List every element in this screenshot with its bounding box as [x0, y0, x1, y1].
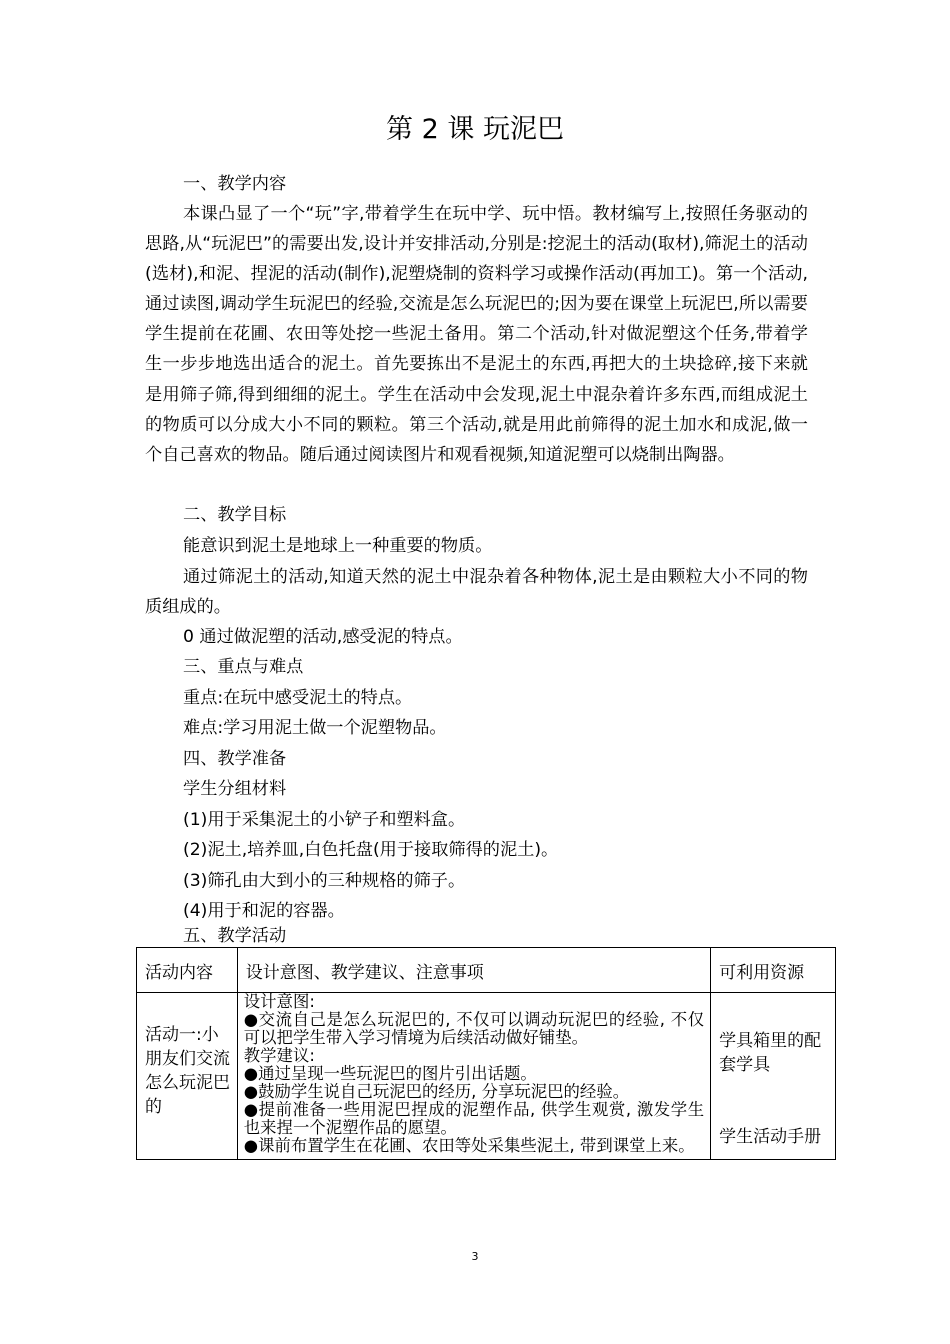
section-heading-preparation: 四、教学准备 — [183, 749, 287, 769]
advice-item: ●课前布置学生在花圃、农田等处采集些泥土, 带到课堂上来。 — [243, 1136, 695, 1155]
design-label: 设计意图: — [243, 992, 315, 1011]
advice-item: ●提前准备一些用泥巴捏成的泥塑作品, 供学生观赏, 激发学生也来捏一个泥塑作品的愿望。 — [243, 1100, 705, 1137]
section-heading-content: 一、教学内容 — [183, 174, 287, 194]
section-body-content: 本课凸显了一个“玩”字,带着学生在玩中学、玩中悟。教材编写上,按照任务驱动的思路,从“玩泥巴”的需要出发,设计并安排活动,分别是:挖泥土的活动(取材),筛泥土的活动(选材),和泥、捏泥的活动(制作),泥塑烧制的资料学习或操作活动(再加工)。第一个活动,通过读图,调动学生玩泥巴的经验,交流是怎么玩泥巴的;因为要在课堂上玩泥巴,所以需要学生提前在花圃、农田等处挖一些泥土备用。第二个活动,针对做泥塑这个任务,带着学生一步步地选出适合的泥土。首先要拣出不是泥土的东西,再把大的土块捻碎,接下来就是用筛子筛,得到细细的泥土。学生在活动中会发现,泥土中混杂着许多东西,而组成泥土的物质可以分成大小不同的颗粒。第三个活动,就是用此前筛得的泥土加水和成泥,做一个自己喜欢的物品。随后通过阅读图片和观看视频,知道泥塑可以烧制出陶器。 — [145, 204, 808, 465]
design-item: ●交流自己是怎么玩泥巴的, 不仅可以调动玩泥巴的经验, 不仅可以把学生带入学习情境为后续活动做好铺垫。 — [243, 1010, 705, 1047]
resource-item: 学具箱里的配套学具 — [719, 1031, 822, 1075]
resources-cell — [711, 993, 836, 1160]
material-4: (4)用于和泥的容器。 — [183, 901, 345, 921]
table-header-row — [137, 948, 836, 993]
activity-cell: 活动一:小朋友们交流怎么玩泥巴的 — [137, 993, 238, 1160]
table-row — [137, 993, 836, 1160]
material-1: (1)用于采集泥土的小铲子和塑料盒。 — [183, 810, 466, 830]
resource-item: 学生活动手册 — [719, 1127, 822, 1147]
page-title: 第 2 课 玩泥巴 — [386, 114, 564, 145]
advice-label: 教学建议: — [243, 1046, 315, 1065]
material-3: (3)筛孔由大到小的三种规格的筛子。 — [183, 871, 466, 891]
header-activity: 活动内容 — [137, 948, 238, 993]
activity-table — [136, 947, 836, 1160]
material-2: (2)泥土,培养皿,白色托盘(用于接取筛得的泥土)。 — [183, 840, 559, 860]
advice-item: ●鼓励学生说自己玩泥巴的经历, 分享玩泥巴的经验。 — [243, 1082, 630, 1101]
page-number: 3 — [471, 1250, 479, 1263]
advice-item: ●通过呈现一些玩泥巴的图片引出话题。 — [243, 1064, 537, 1083]
section-heading-focus: 三、重点与难点 — [183, 657, 304, 677]
goal-3: 0 通过做泥塑的活动,感受泥的特点。 — [183, 627, 463, 647]
difficult-point: 难点:学习用泥土做一个泥塑物品。 — [183, 718, 447, 738]
header-design: 设计意图、教学建议、注意事项 — [237, 948, 710, 993]
section-heading-goals: 二、教学目标 — [183, 505, 287, 525]
materials-subheading: 学生分组材料 — [183, 779, 287, 799]
goal-2: 通过筛泥土的活动,知道天然的泥土中混杂着各种物体,泥土是由颗粒大小不同的物质组成的。 — [145, 567, 808, 618]
header-resources: 可利用资源 — [711, 948, 836, 993]
key-point: 重点:在玩中感受泥土的特点。 — [183, 688, 413, 708]
design-cell — [237, 993, 710, 1160]
section-heading-activities: 五、教学活动 — [183, 926, 287, 946]
goal-1: 能意识到泥土是地球上一种重要的物质。 — [183, 536, 493, 556]
